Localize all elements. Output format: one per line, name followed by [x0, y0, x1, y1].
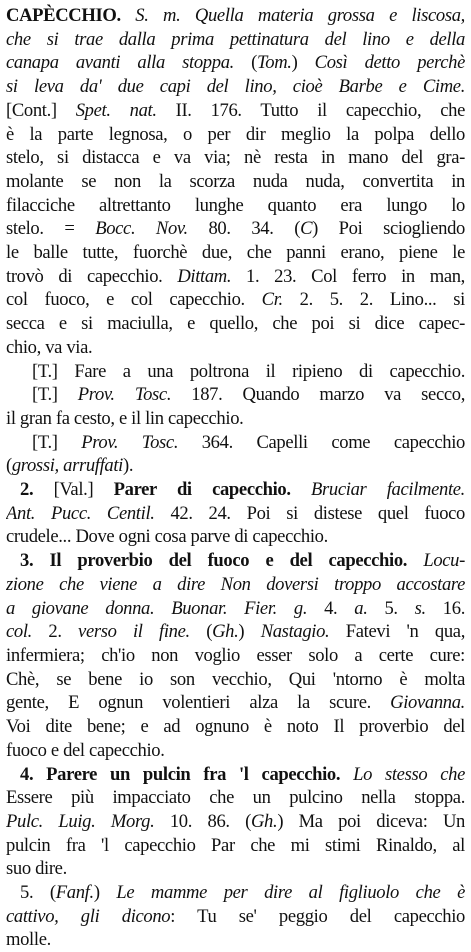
entry-heading-text: CAPÈCCHIO.	[6, 5, 121, 26]
entry-italic-text: a.	[354, 597, 368, 619]
entry-italic-text: S. m. Quella materia grossa e liscosa,	[135, 5, 465, 26]
entry-text	[291, 479, 311, 500]
entry-italic-text: Fanf.	[55, 882, 94, 904]
entry-line	[6, 502, 465, 526]
entry-text: col fuoco, e col capecchio.	[6, 289, 262, 311]
entry-text: molle.	[6, 929, 51, 951]
entry-line	[6, 857, 465, 881]
entry-italic-text: col.	[6, 621, 32, 643]
entry-line	[6, 597, 465, 621]
entry-line	[6, 383, 465, 407]
entry-text	[407, 550, 423, 571]
entry-text: ) Poi sciogliendo	[312, 218, 465, 240]
entry-text: ) Ma poi diceva: Un	[277, 810, 465, 832]
entry-line	[6, 668, 465, 692]
entry-text: (	[233, 52, 257, 74]
entry-text: 2.	[31, 621, 79, 643]
entry-line	[6, 4, 465, 28]
entry-text: 2. 5. 2. Lino... si	[282, 289, 465, 311]
entry-heading-text: 3. Il proverbio del fuoco e del capecchio.	[20, 550, 408, 572]
entry-text: Voi dite bene; e ad ognuno è noto Il proverbio del	[6, 716, 465, 738]
entry-italic-text: Bocc. Nov.	[95, 218, 188, 240]
entry-line	[6, 881, 465, 905]
entry-text: (	[189, 621, 213, 643]
entry-text: [Cont.]	[6, 99, 76, 121]
entry-line	[6, 360, 465, 384]
entry-text: 187. Quando marzo va secco,	[171, 384, 465, 406]
entry-line	[6, 525, 465, 549]
entry-text: )	[238, 621, 261, 643]
entry-text: Essere più impacciato che un pulcino nella stoppa.	[6, 787, 465, 809]
entry-italic-text: Spet. nat.	[75, 99, 157, 121]
entry-text: [T.]	[32, 431, 82, 453]
entry-line	[6, 336, 465, 360]
entry-line	[6, 288, 465, 312]
entry-italic-text: Locu-	[423, 550, 465, 572]
entry-text: 5. (	[20, 882, 56, 904]
entry-italic-text: Ant. Pucc. Centil.	[6, 502, 155, 524]
entry-line	[6, 241, 465, 265]
entry-line	[6, 431, 465, 455]
entry-line	[6, 834, 465, 858]
entry-line	[6, 810, 465, 834]
entry-italic-text: Tom.	[257, 52, 292, 74]
entry-text: stelo. =	[6, 218, 96, 240]
entry-text: crudele... Dove ogni cosa parve di capecchio.	[6, 526, 328, 548]
entry-text: (	[6, 455, 12, 477]
entry-text: [T.]	[32, 384, 78, 406]
entry-line	[6, 123, 465, 147]
entry-line	[6, 763, 465, 787]
entry-heading-text: 4. Parere un pulcin fra 'l capecchio.	[20, 763, 341, 785]
entry-italic-text: Gh.	[212, 621, 239, 643]
entry-line	[6, 407, 465, 431]
entry-text: Fatevi 'n qua,	[329, 621, 465, 643]
entry-line	[6, 573, 465, 597]
entry-text: 10. 86. (	[154, 810, 251, 832]
entry-text: )	[291, 52, 298, 74]
entry-italic-text: grossi, arruffati	[11, 455, 123, 477]
entry-text: chio, va via.	[6, 336, 93, 358]
entry-text: II. 176. Tutto il capecchio, che	[156, 99, 465, 121]
entry-text: il gran fa cesto, e il lin capecchio.	[6, 407, 244, 429]
entry-text: infermiera; ch'io non voglio esser solo a certe cure:	[6, 644, 465, 666]
entry-line	[6, 620, 465, 644]
entry-text: 4.	[307, 597, 355, 619]
entry-line	[6, 265, 465, 289]
entry-line	[6, 454, 465, 478]
entry-italic-text: Così detto perchè	[297, 52, 465, 74]
entry-italic-text: cattivo, gli dicono	[6, 905, 171, 927]
entry-line	[6, 739, 465, 763]
entry-text: molante se non la scorza nuda nuda, convertita in	[6, 170, 465, 192]
entry-text: 80. 34. (	[187, 218, 301, 240]
entry-line	[6, 312, 465, 336]
entry-line	[6, 715, 465, 739]
entry-line	[6, 691, 465, 715]
entry-text: : Tu se' peggio del capecchio	[170, 905, 465, 927]
entry-italic-text: Bruciar facilmente.	[311, 479, 465, 501]
entry-italic-text: Prov. Tosc.	[77, 384, 172, 406]
entry-italic-text: C	[300, 218, 313, 240]
entry-text: filacciche altrettanto lunghe quanto era lungo lo	[6, 194, 465, 216]
entry-text: le balle tutte, fuorchè due, che panni erano, piene le	[6, 242, 465, 264]
entry-italic-text: Giovanna.	[390, 692, 465, 714]
entry-line	[6, 217, 465, 241]
entry-text: fuoco e del capecchio.	[6, 739, 165, 761]
entry-line	[6, 478, 465, 502]
entry-italic-text: a giovane donna. Buonar. Fier. g.	[6, 597, 308, 619]
entry-line	[6, 194, 465, 218]
entry-text: trovò di capecchio.	[6, 265, 178, 287]
entry-text: suo dire.	[6, 858, 67, 880]
entry-text	[121, 5, 136, 26]
entry-italic-text: Prov. Tosc.	[81, 431, 179, 453]
entry-line	[6, 786, 465, 810]
entry-italic-text: Cr.	[261, 289, 283, 311]
entry-italic-text: verso il fine.	[78, 621, 190, 643]
entry-italic-text: s.	[414, 597, 426, 619]
entry-line	[6, 170, 465, 194]
entry-italic-text: Lo stesso che	[353, 763, 465, 785]
entry-line	[6, 928, 465, 952]
entry-text: 42. 24. Poi si distese quel fuoco	[154, 502, 465, 524]
entry-text: ).	[123, 455, 134, 477]
entry-italic-text: che si trae dalla prima pettinatura del lino e della	[6, 28, 465, 50]
entry-italic-text: Pulc. Luig. Morg.	[6, 810, 155, 832]
entry-italic-text: si leva da' due capi del lino, cioè Barbe e Cime.	[6, 76, 465, 98]
entry-heading-text: Parer di capecchio.	[113, 479, 291, 501]
entry-italic-text: canapa avanti alla stoppa.	[6, 52, 234, 74]
entry-italic-text: Le mamme per dire al figliuolo che è	[116, 882, 465, 904]
entry-text: 1. 23. Col ferro in man,	[231, 265, 465, 287]
entry-text: secca e si maciulla, e quello, che poi si dice capec-	[6, 313, 465, 335]
entry-text: [Val.]	[33, 479, 114, 501]
entry-text: [T.] Fare a una poltrona il ripieno di capecchio.	[32, 360, 465, 382]
entry-text: è la parte legnosa, o per dir meglio la polpa dello	[6, 123, 465, 145]
entry-italic-text: zione che viene a dire Non doversi troppo accostare	[6, 573, 465, 595]
entry-line	[6, 644, 465, 668]
entry-italic-text: Nastagio.	[260, 621, 330, 643]
entry-text: stelo, si distacca e va via; nè resta in mano del gra-	[6, 147, 465, 169]
entry-text: 364. Capelli come capecchio	[178, 431, 465, 453]
entry-text: pulcin fra 'l capecchio Par che mi stimi Rinaldo, al	[6, 834, 465, 856]
entry-line	[6, 905, 465, 929]
entry-text	[340, 764, 353, 785]
entry-text: )	[93, 882, 117, 904]
entry-line	[6, 549, 465, 573]
entry-text: 5.	[367, 597, 415, 619]
entry-text: gente, E ognun volentieri alza la scure.	[6, 692, 391, 714]
entry-line	[6, 51, 465, 75]
entry-line	[6, 75, 465, 99]
entry-italic-text: Gh.	[250, 810, 278, 832]
entry-text: Chè, se bene io son vecchio, Qui 'ntorno è molta	[6, 668, 465, 690]
entry-heading-text: 2.	[20, 479, 34, 501]
entry-text: 16.	[425, 597, 465, 619]
entry-italic-text: Dittam.	[177, 265, 232, 287]
entry-line	[6, 99, 465, 123]
entry-line	[6, 28, 465, 52]
entry-line	[6, 146, 465, 170]
